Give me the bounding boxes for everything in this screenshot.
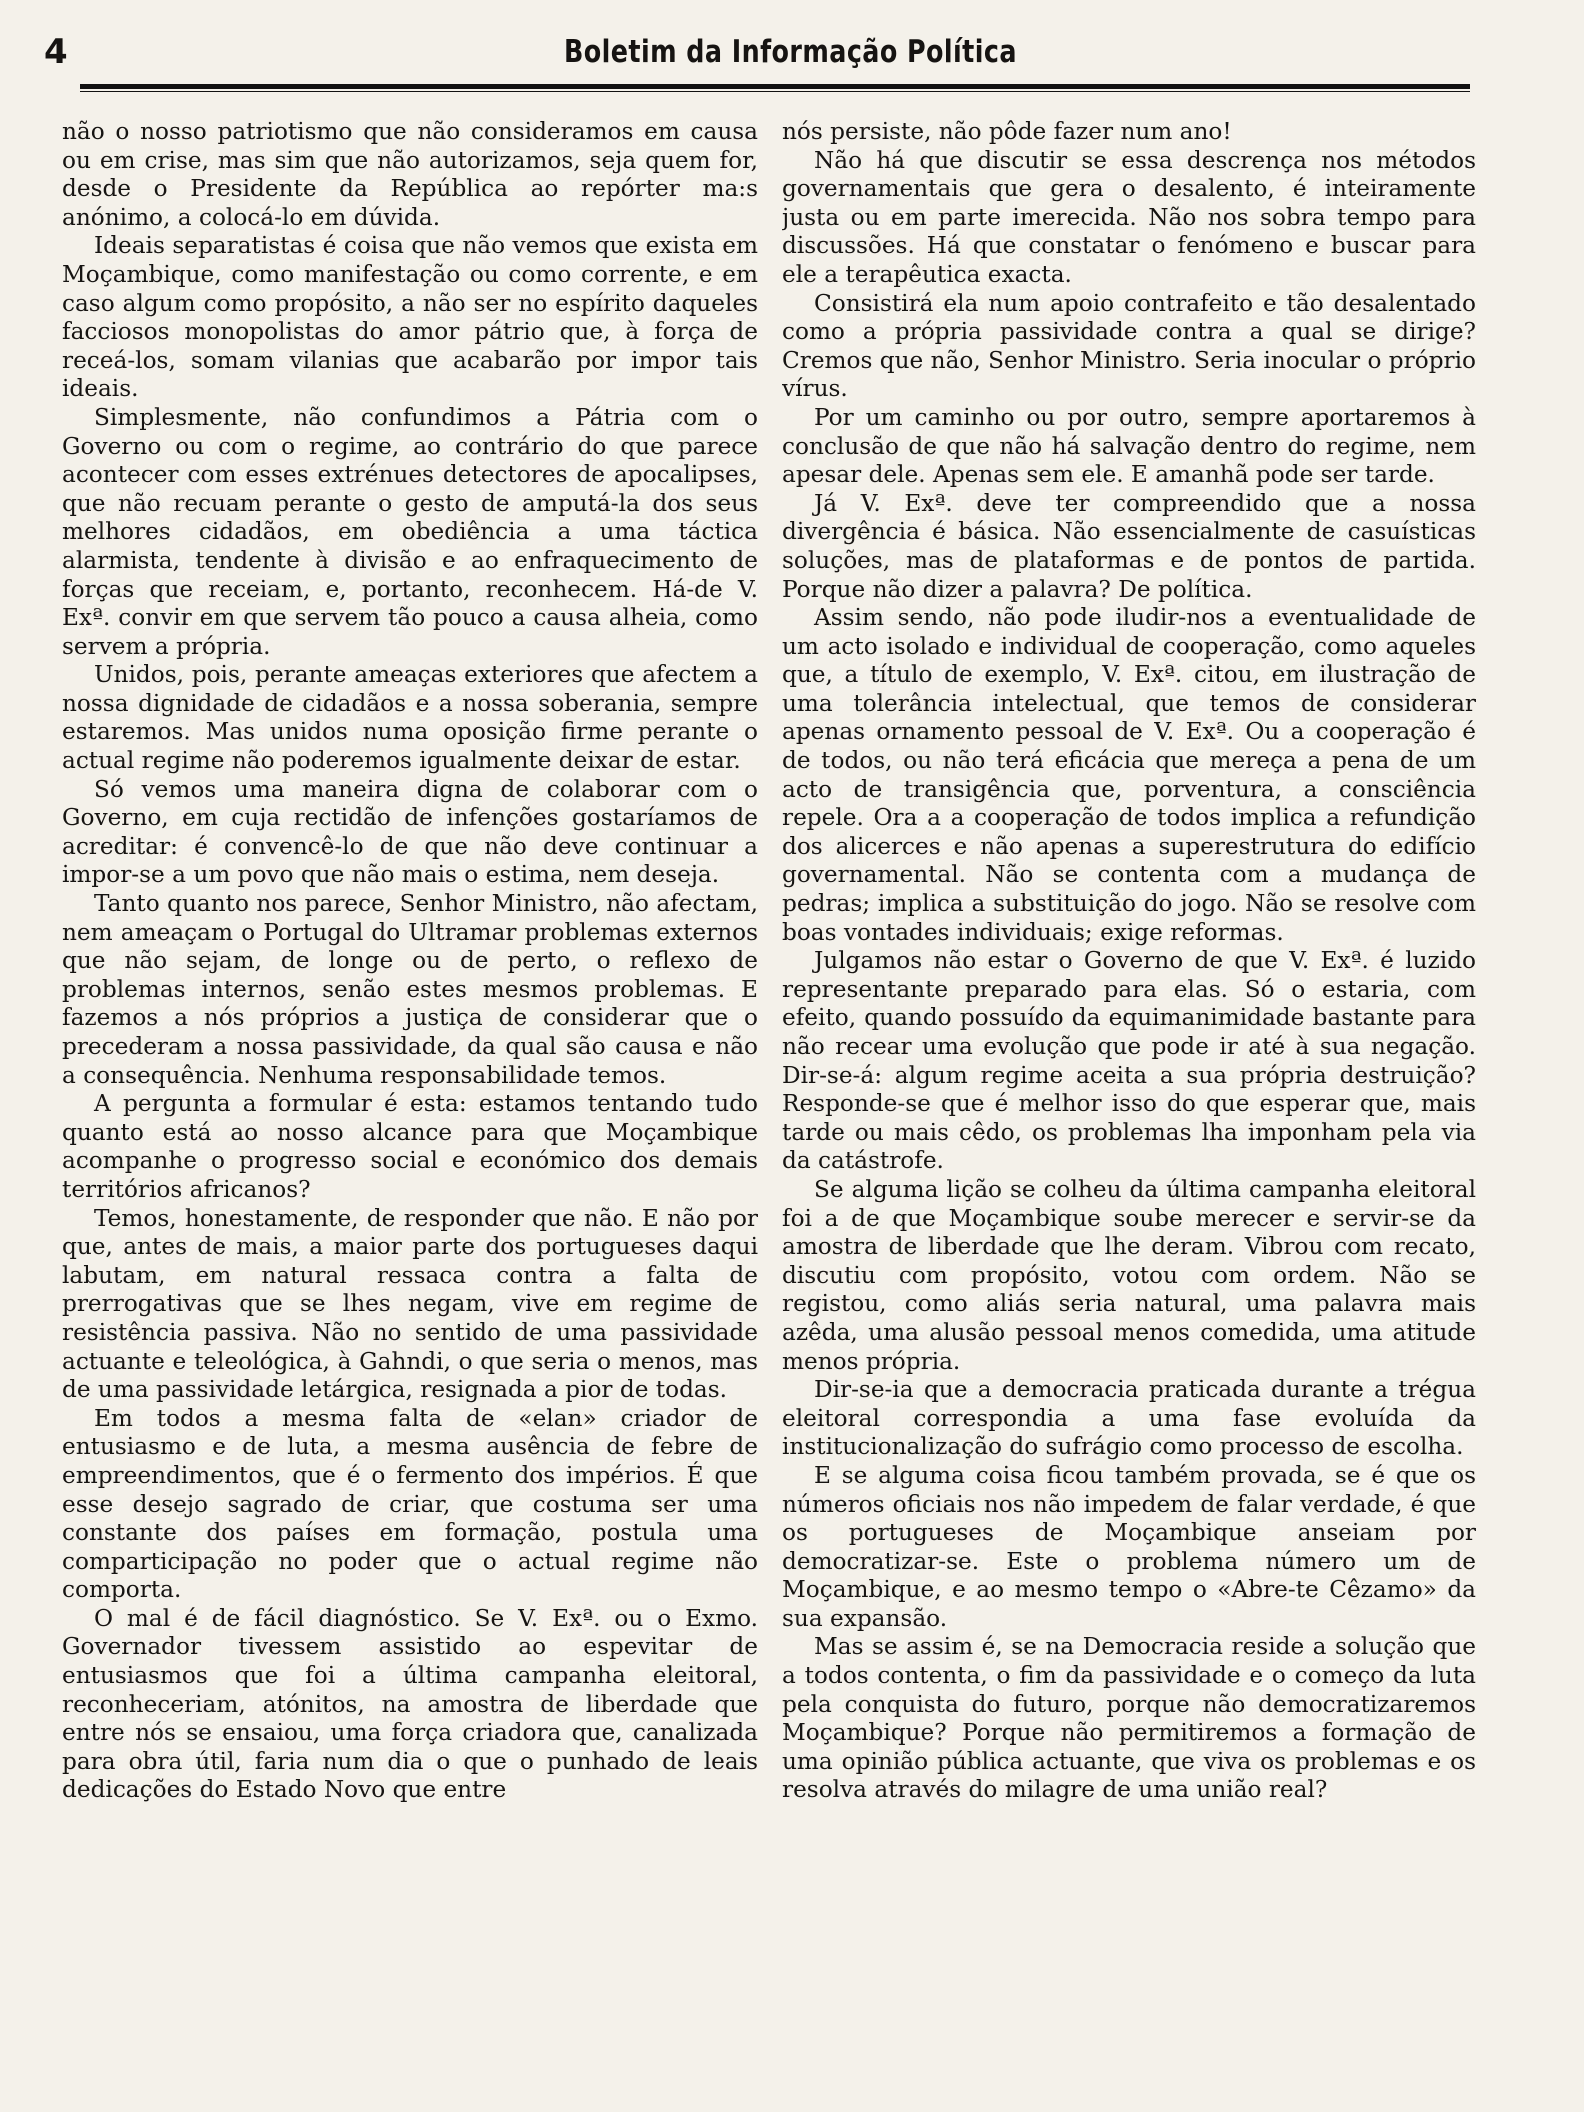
paragraph: E se alguma coisa ficou também provada, se é que os números oficiais nos não impedem de falar verdade, é que os portugueses de Moçambique anseiam por democratizar-se. Este o problema número um de Moçambique, e ao mesmo tempo o «Abre-te Cêzamo» da sua expansão. (782, 1461, 1476, 1632)
paragraph: Dir-se-ia que a democracia praticada durante a trégua eleitoral correspondia a uma fase evoluída da institucionalização do sufrágio como processo de escolha. (782, 1376, 1476, 1461)
paragraph: Mas se assim é, se na Democracia reside a solução que a todos contenta, o fim da passividade e o começo da luta pela conquista do futuro, porque não democratizaremos Moçambique? Porque não permitiremos a formação de uma opinião pública actuante, que viva os problemas e os resolva através do milagre de uma união real? (782, 1633, 1476, 1804)
page-number: 4 (44, 32, 68, 72)
paragraph: Só vemos uma maneira digna de colaborar com o Governo, em cuja rectidão de infenções gostaríamos de acreditar: é convencê-lo de que não deve continuar a impor-se a um povo que não mais o estima, nem deseja. (62, 775, 758, 889)
right-column (782, 118, 1476, 1998)
paragraph: Tanto quanto nos parece, Senhor Ministro, não afectam, nem ameaçam o Portugal do Ultramar problemas externos que não sejam, de longe ou de perto, o reflexo de problemas internos, senão estes mesmos problemas. E fazemos a nós próprios a justiça de considerar que o precederam a nossa passividade, da qual são causa e não a consequência. Nenhuma responsabilidade temos. (62, 890, 758, 1089)
paragraph: Julgamos não estar o Governo de que V. Exª. é luzido representante preparado para elas. Só o estaria, com efeito, quando possuído da equimanimidade bastante para não recear uma evolução que pode ir até à sua negação. Dir-se-á: algum regime aceita a sua própria destruição? Responde-se que é melhor isso do que esperar que, mais tarde ou mais cêdo, os problemas lha imponham pela via da catástrofe. (782, 947, 1476, 1175)
paragraph: nós persiste, não pôde fazer num ano! (782, 118, 1232, 145)
paragraph: Já V. Exª. deve ter compreendido que a nossa divergência é básica. Não essencialmente de casuísticas soluções, mas de plataformas e de pontos de partida. Porque não dizer a palavra? De política. (782, 489, 1476, 603)
paragraph: Não há que discutir se essa descrença nos métodos governamentais que gera o desalento, é inteiramente justa ou em parte imerecida. Não nos sobra tempo para discussões. Há que constatar o fenómeno e buscar para ele a terapêutica exacta. (782, 146, 1476, 288)
journal-title: Boletim da Informação Política (564, 34, 1017, 70)
paragraph: Unidos, pois, perante ameaças exteriores que afectem a nossa dignidade de cidadãos e a nossa soberania, sempre estaremos. Mas unidos numa oposição firme perante o actual regime não poderemos igualmente deixar de estar. (62, 661, 758, 775)
paragraph: A pergunta a formular é esta: estamos tentando tudo quanto está ao nosso alcance para que Moçambique acompanhe o progresso social e económico dos demais territórios africanos? (62, 1090, 758, 1203)
paragraph: Em todos a mesma falta de «elan» criador de entusiasmo e de luta, a mesma ausência de febre de empreendimentos, que é o fermento dos impérios. É que esse desejo sagrado de criar, que costuma ser uma constante dos países em formação, postula uma comparticipação no poder que o actual regime não comporta. (62, 1404, 758, 1604)
paragraph: Por um caminho ou por outro, sempre aportaremos à conclusão de que não há salvação dentro do regime, nem apesar dele. Apenas sem ele. E amanhã pode ser tarde. (782, 403, 1476, 489)
paragraph: Consistirá ela num apoio contrafeito e tão desalentado como a própria passividade contra a qual se dirige? Cremos que não, Senhor Ministro. Seria inocular o próprio vírus. (782, 289, 1476, 403)
left-column (62, 118, 758, 1998)
page-header (44, 28, 1470, 84)
paragraph: O mal é de fácil diagnóstico. Se V. Exª. ou o Exmo. Governador tivessem assistido ao espevitar de entusiasmos que foi a última campanha eleitoral, reconheceriam, atónitos, na amostra de liberdade que entre nós se ensaiou, uma força criadora que, canalizada para obra útil, faria num dia o que o punhado de leais dedicações do Estado Novo que entre (62, 1604, 758, 1804)
header-rule (80, 84, 1470, 92)
paragraph: Ideais separatistas é coisa que não vemos que exista em Moçambique, como manifestação ou como corrente, e em caso algum como propósito, a não ser no espírito daqueles facciosos monopolistas do amor pátrio que, à força de receá-los, somam vilanias que acabarão por impor tais ideais. (62, 232, 758, 403)
paragraph: Assim sendo, não pode iludir-nos a eventualidade de um acto isolado e individual de cooperação, como aqueles que, a título de exemplo, V. Exª. citou, em ilustração de uma tolerância intelectual, que temos de considerar apenas ornamento pessoal de V. Exª. Ou a cooperação é de todos, ou não terá eficácia que mereça a pena de um acto de transigência que, porventura, a consciência repele. Ora a a cooperação de todos implica a refundição dos alicerces e não apenas a superestrutura do edifício governamental. Não se contenta com a mudança de pedras; implica a substituição do jogo. Não se resolve com boas vontades individuais; exige reformas. (782, 604, 1476, 946)
paragraph: não o nosso patriotismo que não consideramos em causa ou em crise, mas sim que não autorizamos, seja quem for, desde o Presidente da República ao repórter ma:s anónimo, a colocá-lo em dúvida. (62, 118, 758, 231)
paragraph: Simplesmente, não confundimos a Pátria com o Governo ou com o regime, ao contrário do que parece acontecer com esses extrénues detectores de apocalipses, que não recuam perante o gesto de amputá-la dos seus melhores cidadãos, em obediência a uma táctica alarmista, tendente à divisão e ao enfraquecimento de forças que receiam, e, portanto, reconhecem. Há-de V. Exª. convir em que servem tão pouco a causa alheia, como servem a própria. (62, 403, 758, 660)
paragraph: Se alguma lição se colheu da última campanha eleitoral foi a de que Moçambique soube merecer e servir-se da amostra de liberdade que lhe deram. Vibrou com recato, discutiu com propósito, votou com ordem. Não se registou, como aliás seria natural, uma palavra mais azêda, uma alusão pessoal menos comedida, uma atitude menos própria. (782, 1175, 1476, 1375)
paragraph: Temos, honestamente, de responder que não. E não por que, antes de mais, a maior parte dos portugueses daqui labutam, em natural ressaca contra a falta de prerrogativas que se lhes negam, vive em regime de resistência passiva. Não no sentido de uma passividade actuante e teleológica, à Gahndi, o que seria o menos, mas de uma passividade letárgica, resignada a pior de todas. (62, 1204, 758, 1404)
